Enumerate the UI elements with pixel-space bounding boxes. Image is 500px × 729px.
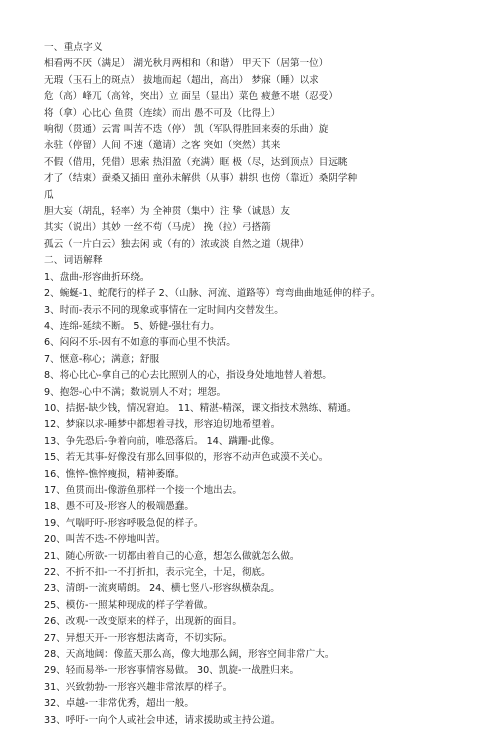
text-line: 9、抱怨-心中不满；数说别人不对；埋怨。 — [44, 386, 227, 398]
text-line: 无瑕（玉石上的斑点） 拔地而起（超出，高出） 梦寐（睡）以求 — [44, 74, 319, 86]
text-line: 22、不折不扣-一不打折扣，表示完全，十足，彻底。 — [44, 567, 271, 578]
text-line: 13、争先恐后-争着向前，唯恐落后。 14、蹒跚-此像。 — [44, 435, 280, 447]
text-line: 19、气喘吁吁-形容呼吸急促的样子。 — [44, 517, 204, 529]
text-line: 25、模仿-一照某种现成的样子学着做。 — [44, 599, 214, 611]
text-line: 10、拮据-缺少钱，情况窘迫。 11、精湛-精深，课文指技术熟练、精通。 — [44, 402, 357, 414]
text-line: 29、轻而易举-一形容事情容易做。 30、凯旋-一战胜归来。 — [44, 665, 300, 677]
text-line: 其实（说出）其妙 一丝不苟（马虎） 挽（拉）弓搭箭 — [44, 222, 271, 234]
text-line: 响彻（贯通）云霄 叫苦不迭（停） 凯（军队得胜回来奏的乐曲）旋 — [44, 124, 329, 136]
text-line: 4、连绵-延续不断。 5、娇健-强壮有力。 — [44, 320, 220, 332]
text-line: 瓜 — [44, 189, 54, 201]
text-line: 28、天高地阔：像蓝天那么高，像大地那么阔，形容空间非常广大。 — [44, 649, 335, 661]
text-line: 危（高）峰兀（高耸，突出）立 面呈（显出）菜色 疲惫不堪（忍受） — [44, 91, 338, 103]
text-line: 将（拿）心比心 鱼贯（连续）而出 愚不可及（比得上） — [44, 107, 281, 119]
text-line: 不假（借用，凭借）思索 热泪盈（充满）眶 极（尽，达到顶点）目远眺 — [44, 156, 348, 168]
text-line: 21、随心所欲-一切都由着自己的心意，想怎么做就怎么做。 — [44, 550, 300, 562]
text-line: 3、时而-表示不同的现象或事情在一定时间内交替发生。 — [44, 304, 284, 316]
text-line: 永驻（停留）人间 不速（邀请）之客 突如（突然）其来 — [44, 140, 281, 152]
text-line: 胆大妄（胡乱，轻率）为 全神贯（集中）注 挚（诚恳）友 — [44, 206, 290, 218]
text-line: 18、愚不可及-形容人的极端愚蠢。 — [44, 501, 194, 513]
text-line: 31、兴致勃勃-一形容兴趣非常浓厚的样子。 — [44, 681, 233, 693]
text-line: 26、改观-一改变原来的样子，出现新的面目。 — [44, 616, 242, 628]
text-line: 7、惬意-称心；满意；舒服 — [44, 353, 160, 365]
text-line: 相看两不厌（满足） 湖光秋月两相和（和谐） 甲天下（居第一位） — [44, 58, 329, 70]
section-title-key-characters: 一、重点字义 — [44, 42, 103, 53]
text-line: 15、若无其事-好像没有那么回事似的，形容不动声色或漠不关心。 — [44, 452, 329, 464]
text-line: 27、异想天开-一形容想法离奇，不切实际。 — [44, 632, 233, 644]
text-line: 1、盘曲-形容曲折环绕。 — [44, 271, 150, 283]
text-line: 8、将心比心-拿自己的心去比照别人的心，指设身处地地替人着想。 — [44, 370, 332, 382]
text-line: 才了（结束）蚕桑又插田 童孙未解供（从事）耕织 也傍（靠近）桑阴学种 — [44, 173, 358, 185]
text-line: 17、鱼贯而出-像游鱼那样一个接一个地出去。 — [44, 484, 242, 496]
section-title-word-explanations: 二、词语解释 — [44, 255, 103, 267]
text-line: 16、憔悴-憔悴瘦损，精神萎靡。 — [44, 468, 185, 480]
text-line: 33、呼吁-一向个人或社会申述，请求援助或主持公道。 — [44, 714, 281, 726]
text-line: 6、闷闷不乐-因有不如意的事而心里不快活。 — [44, 337, 236, 349]
text-line: 23、清朗-一流爽晴朗。 24、横七竖八-形容纵横杂乱。 — [44, 583, 280, 595]
text-line: 20、叫苦不迭-不停地叫苦。 — [44, 534, 166, 546]
text-line: 12、梦寐以求-睡梦中都想着寻找，形容迫切地希望着。 — [44, 419, 281, 431]
text-line: 孤云（一片白云）独去闲 或（有的）浓或淡 自然之道（规律） — [44, 238, 310, 250]
text-line: 2、蜿蜒-1、蛇爬行的样子 2、（山脉、河流、道路等）弯弯曲曲地延伸的样子。 — [44, 288, 381, 300]
text-line: 32、卓越-一非常优秀，超出一般。 — [44, 698, 194, 710]
document-page — [44, 40, 464, 729]
